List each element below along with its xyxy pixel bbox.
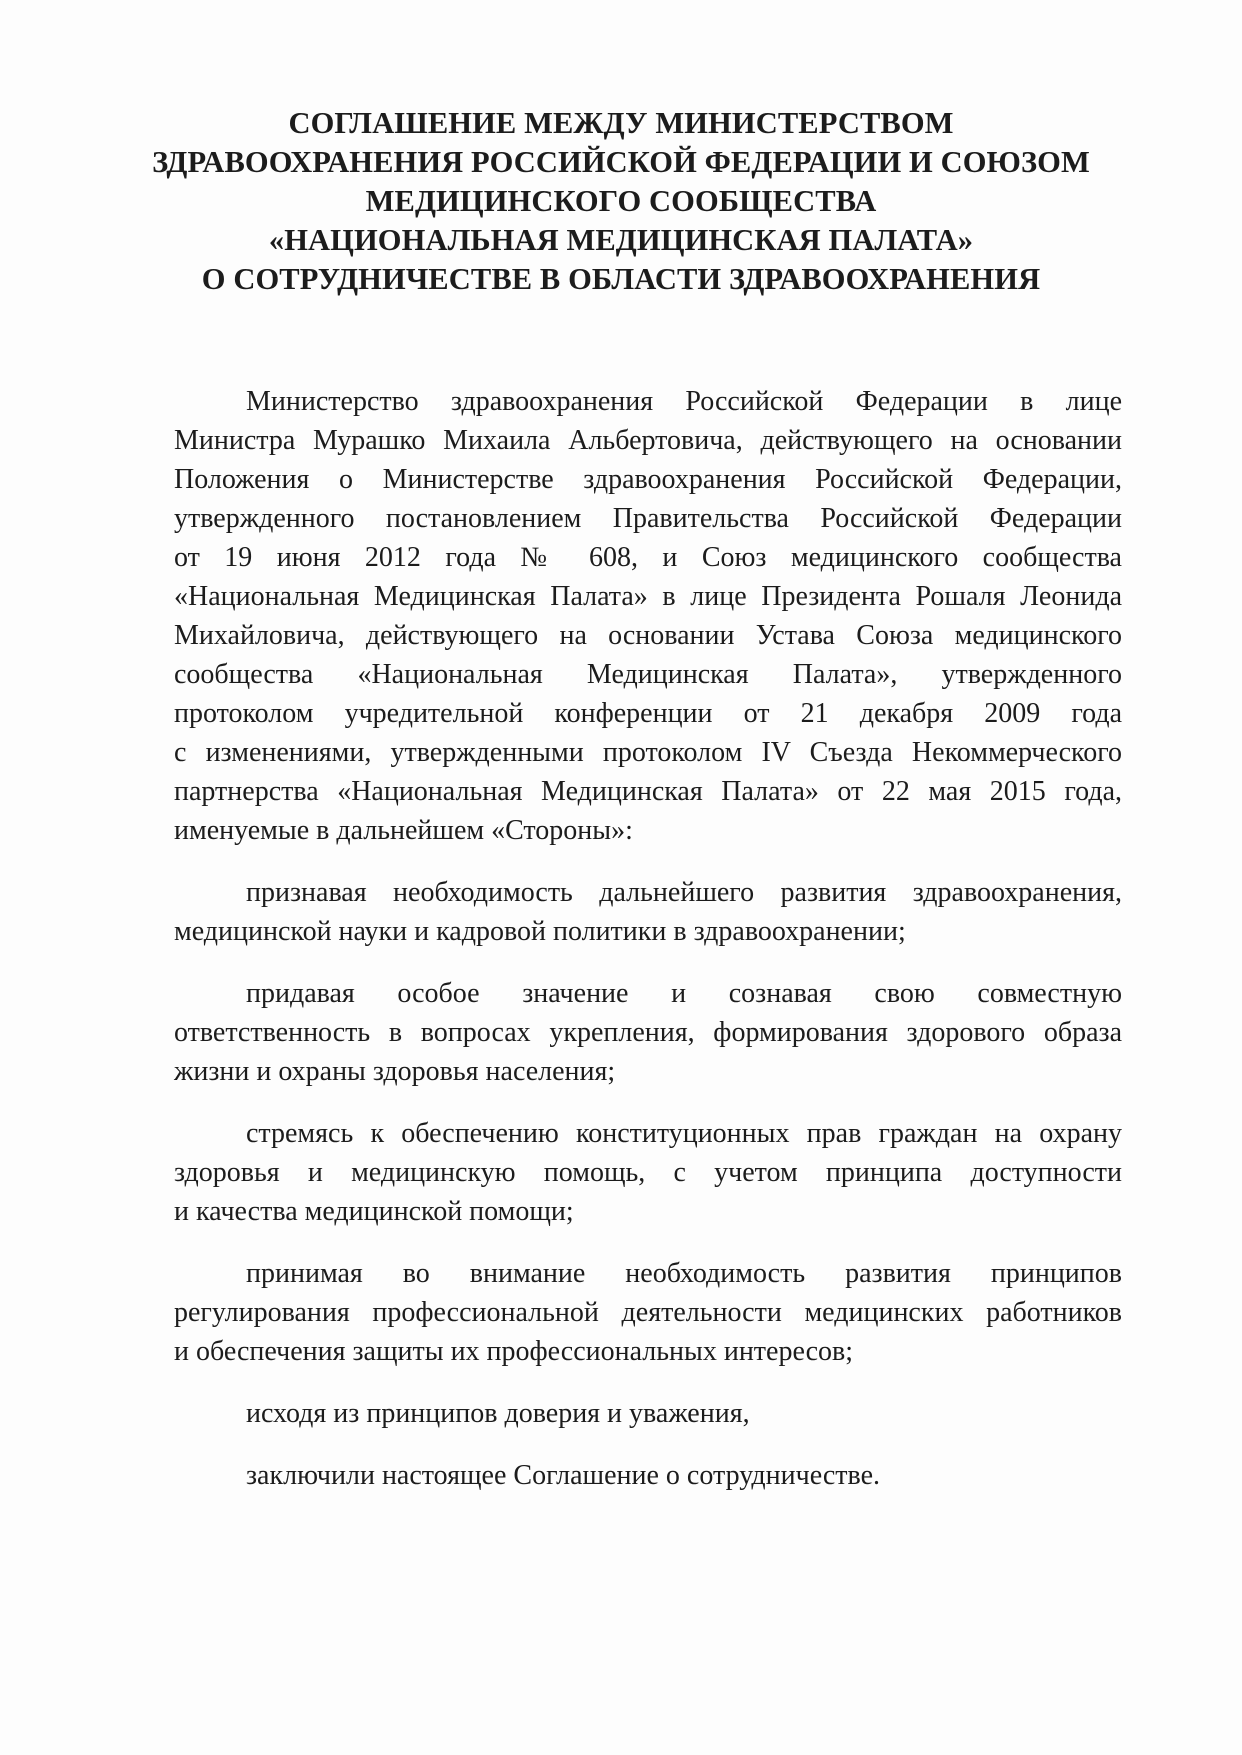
recital-paragraph xyxy=(174,1394,1122,1433)
text-line: и качества медицинской помощи; xyxy=(174,1196,574,1227)
text-line: принимая во внимание необходимость развития принципов xyxy=(246,1258,1122,1289)
title-line: ЗДРАВООХРАНЕНИЯ РОССИЙСКОЙ ФЕДЕРАЦИИ И СОЮЗОМ xyxy=(152,145,1090,179)
text-line: с изменениями, утвержденными протоколом IV Съезда Некоммерческого xyxy=(174,737,1122,768)
text-line: протоколом учредительной конференции от 21 декабря 2009 года xyxy=(174,698,1122,729)
preamble-paragraph xyxy=(174,382,1122,850)
text-line: утвержденного постановлением Правительства Российской Федерации xyxy=(174,503,1122,534)
text-line: партнерства «Национальная Медицинская Палата» от 22 мая 2015 года, xyxy=(174,776,1122,807)
text-line: от 19 июня 2012 года № 608, и Союз медицинского сообщества xyxy=(174,542,1122,573)
text-line: медицинской науки и кадровой политики в здравоохранении; xyxy=(174,916,906,947)
document-title xyxy=(150,104,1092,299)
text-line: Министерство здравоохранения Российской Федерации в лице xyxy=(246,386,1122,417)
text-line: именуемые в дальнейшем «Стороны»: xyxy=(174,815,633,846)
title-line: СОГЛАШЕНИЕ МЕЖДУ МИНИСТЕРСТВОМ xyxy=(288,106,954,140)
recital-paragraph xyxy=(174,873,1122,951)
text-line: здоровья и медицинскую помощь, с учетом принципа доступности xyxy=(174,1157,1122,1188)
document-body xyxy=(174,382,1122,1495)
recital-paragraph xyxy=(174,1114,1122,1231)
text-line: сообщества «Национальная Медицинская Палата», утвержденного xyxy=(174,659,1122,690)
text-line: «Национальная Медицинская Палата» в лице Президента Рошаля Леонида xyxy=(174,581,1122,612)
text-line: придавая особое значение и сознавая свою совместную xyxy=(246,978,1122,1009)
text-line: Михайловича, действующего на основании Устава Союза медицинского xyxy=(174,620,1122,651)
recital-paragraph xyxy=(174,1254,1122,1371)
text-line: стремясь к обеспечению конституционных прав граждан на охрану xyxy=(246,1118,1122,1149)
text-line: заключили настоящее Соглашение о сотрудничестве. xyxy=(246,1460,881,1491)
recital-paragraph xyxy=(174,974,1122,1091)
text-line: жизни и охраны здоровья населения; xyxy=(174,1056,616,1087)
text-line: Министра Мурашко Михаила Альбертовича, действующего на основании xyxy=(174,425,1122,456)
text-line: регулирования профессиональной деятельности медицинских работников xyxy=(174,1297,1122,1328)
title-line: О СОТРУДНИЧЕСТВЕ В ОБЛАСТИ ЗДРАВООХРАНЕНИЯ xyxy=(201,262,1041,296)
title-line: МЕДИЦИНСКОГО СООБЩЕСТВА xyxy=(365,184,877,218)
text-line: признавая необходимость дальнейшего развития здравоохранения, xyxy=(246,877,1122,908)
closing-paragraph xyxy=(174,1456,1122,1495)
title-line: «НАЦИОНАЛЬНАЯ МЕДИЦИНСКАЯ ПАЛАТА» xyxy=(268,223,974,257)
text-line: исходя из принципов доверия и уважения, xyxy=(246,1398,750,1429)
text-line: Положения о Министерстве здравоохранения Российской Федерации, xyxy=(174,464,1122,495)
text-line: и обеспечения защиты их профессиональных интересов; xyxy=(174,1336,854,1367)
text-line: ответственность в вопросах укрепления, формирования здорового образа xyxy=(174,1017,1122,1048)
